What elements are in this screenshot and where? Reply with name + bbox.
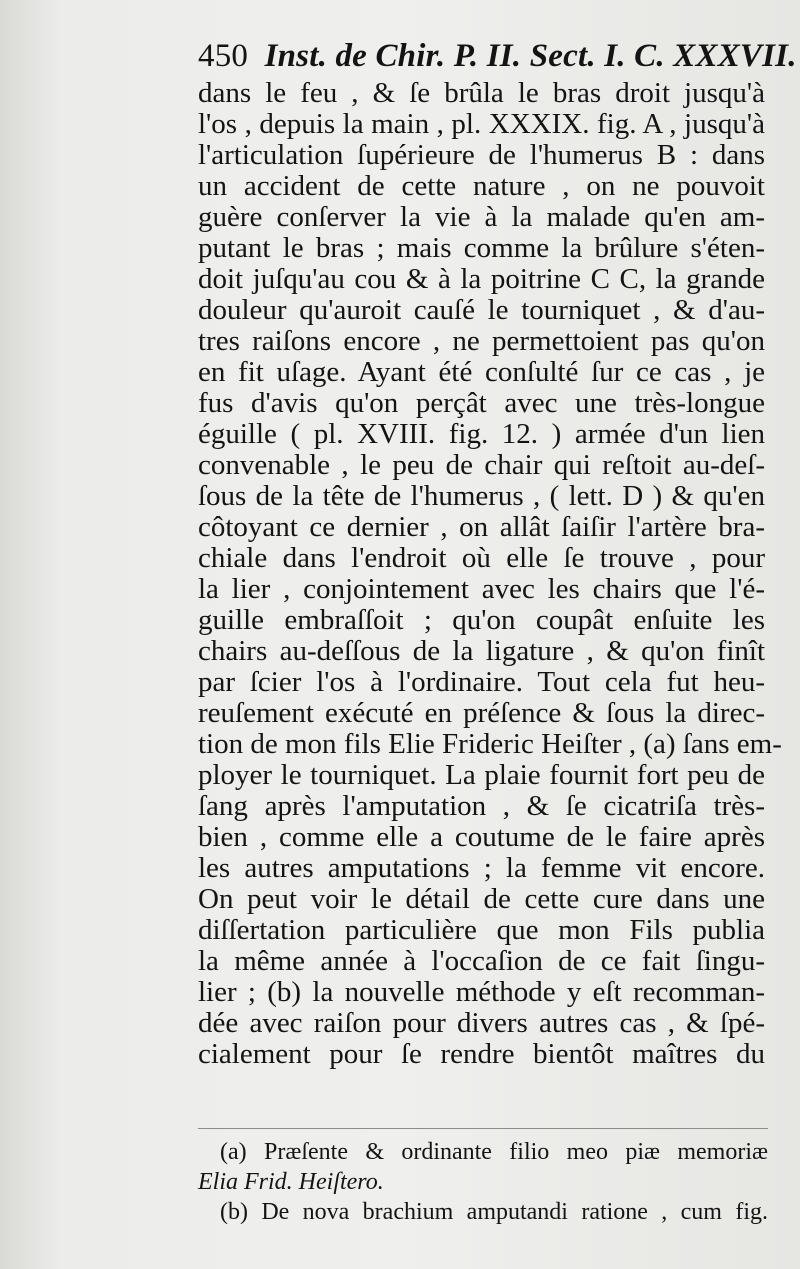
footnotes <box>198 1137 768 1227</box>
text-line: en fit uſage. Ayant été conſulté ſur ce cas , je <box>198 356 765 388</box>
text-line: doit juſqu'au cou & à la poitrine C C, la grande <box>198 263 765 295</box>
running-header <box>198 38 797 75</box>
text-line: chiale dans l'endroit où elle ſe trouve , pour <box>198 542 765 574</box>
text-line: la lier , conjointement avec les chairs que l'é- <box>198 573 765 605</box>
text-line: l'os , depuis la main , pl. XXXIX. fig. A , jusqu'à <box>198 108 765 140</box>
text-line: ſous de la tête de l'humerus , ( lett. D ) & qu'en <box>198 480 765 512</box>
text-line: guille embraſſoit ; qu'on coupât enſuite les <box>198 604 765 636</box>
text-line: cialement pour ſe rendre bientôt maîtres du <box>198 1038 765 1070</box>
text-line: les autres amputations ; la femme vit encore. <box>198 852 765 884</box>
text-line: fus d'avis qu'on perçât avec une très-longue <box>198 387 765 419</box>
text-line: chairs au-deſſous de la ligature , & qu'on finît <box>198 635 765 667</box>
text-line: l'articulation ſupérieure de l'humerus B : dans <box>198 139 765 171</box>
text-line: reuſement exécuté en préſence & ſous la direc- <box>198 697 765 729</box>
text-line: diſſertation particulière que mon Fils publia <box>198 914 765 946</box>
text-line: tion de mon fils Elie Frideric Heiſter , (a) ſans em- <box>198 728 782 760</box>
page-number: 450 <box>198 38 249 74</box>
text-line: ſang après l'amputation , & ſe cicatriſa très- <box>198 790 765 822</box>
text-line: lier ; (b) la nouvelle méthode y eſt recomman- <box>198 976 765 1008</box>
text-line: ployer le tourniquet. La plaie fournit fort peu de <box>198 759 765 791</box>
text-line: dans le feu , & ſe brûla le bras droit jusqu'à <box>198 77 765 109</box>
text-line: convenable , le peu de chair qui reſtoit au-deſ- <box>198 449 765 481</box>
footnote-rule <box>198 1128 768 1129</box>
text-line: éguille ( pl. XVIII. fig. 12. ) armée d'un lien <box>198 418 765 450</box>
footnote-a: (a) Præſente & ordinante filio meo piæ memoriæ <box>220 1139 768 1165</box>
text-line: tres raiſons encore , ne permettoient pas qu'on <box>198 325 765 357</box>
text-line: putant le bras ; mais comme la brûlure s'éten- <box>198 232 765 264</box>
text-line: la même année à l'occaſion de ce fait ſingu- <box>198 945 765 977</box>
footnote-b: (b) De nova brachium amputandi ratione , cum fig. <box>220 1199 768 1225</box>
text-line: dée avec raiſon pour divers autres cas , & ſpé- <box>198 1007 765 1039</box>
footnote-a-continuation: Elia Frid. Heiſtero. <box>198 1169 384 1195</box>
text-line: côtoyant ce dernier , on allât ſaiſir l'artère bra- <box>198 511 765 543</box>
text-line: On peut voir le détail de cette cure dans une <box>198 883 765 915</box>
text-line: guère conſerver la vie à la malade qu'en am- <box>198 201 765 233</box>
text-line: bien , comme elle a coutume de le faire après <box>198 821 765 853</box>
text-line: un accident de cette nature , on ne pouvoit <box>198 170 765 202</box>
text-line: par ſcier l'os à l'ordinaire. Tout cela fut heu- <box>198 666 765 698</box>
text-line: douleur qu'auroit cauſé le tourniquet , & d'au- <box>198 294 765 326</box>
running-title: Inst. de Chir. P. II. Sect. I. C. XXXVII. <box>264 38 797 74</box>
body-text <box>198 77 782 1070</box>
